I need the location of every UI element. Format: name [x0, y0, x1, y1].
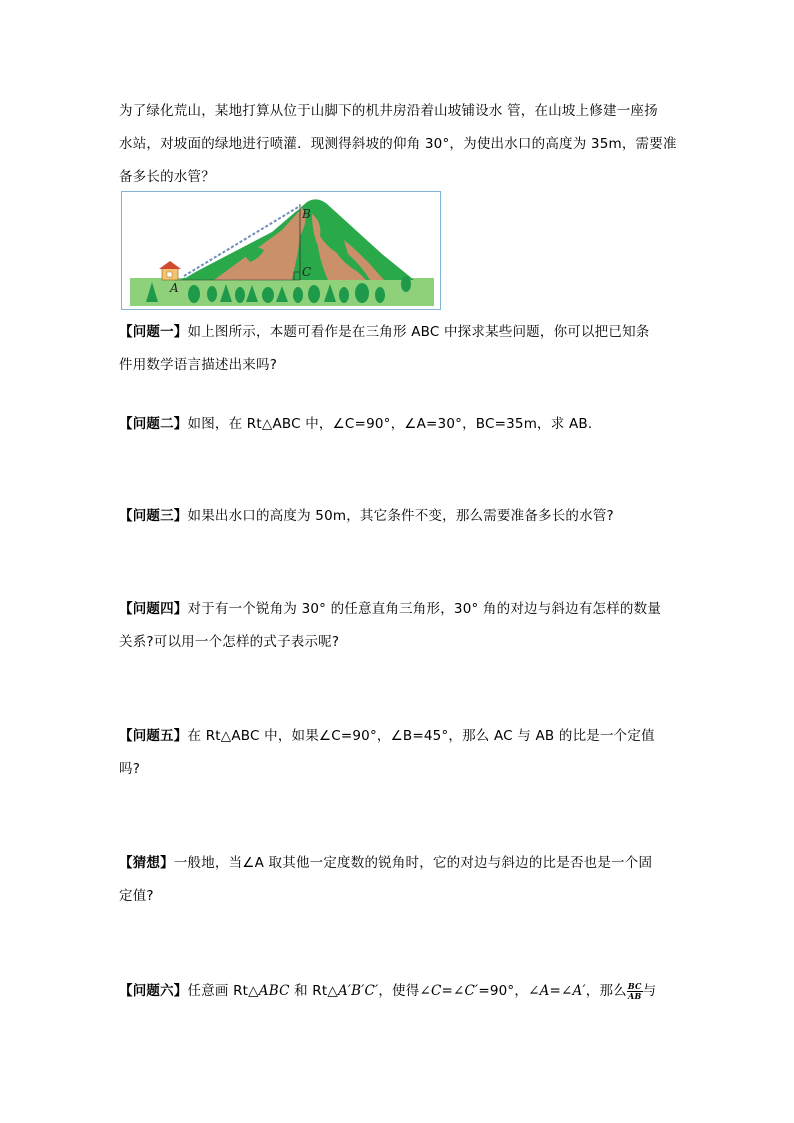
- question-3-tag: 【问题三】: [119, 508, 188, 524]
- question-4-line-1: [119, 593, 679, 626]
- question-1-text-1: 如上图所示，本题可看作是在三角形 ABC 中探求某些问题，你可以把已知条: [187, 324, 650, 340]
- fraction-denominator: AB: [628, 990, 642, 1001]
- question-3-line-1: [119, 500, 679, 533]
- fraction-numerator: BC: [627, 980, 642, 991]
- question-4-tag: 【问题四】: [119, 601, 188, 617]
- question-6-seg-4: =90°，: [478, 983, 529, 999]
- question-6-seg-5: ，那么: [585, 983, 627, 999]
- question-3: [119, 500, 679, 533]
- question-4-line-2: 关系?可以用一个怎样的式子表示呢?: [119, 634, 340, 650]
- tree: [262, 287, 274, 303]
- label-a: A: [170, 281, 179, 295]
- tree: [355, 283, 369, 303]
- mountain-figure: [121, 191, 441, 310]
- question-1-line-2: 件用数学语言描述出来吗?: [119, 357, 278, 373]
- intro-line-2: 水站，对坡面的绿地进行喷灌．现测得斜坡的仰角 30°，为使出水口的高度为 35m，需要准: [119, 136, 677, 152]
- triangle-abc: △ABC: [248, 983, 290, 999]
- pump-house-window: [167, 272, 172, 277]
- tree: [235, 287, 245, 303]
- guess-text-1: 一般地，当∠A 取其他一定度数的锐角时，它的对边与斜边的比是否也是一个固: [173, 855, 653, 871]
- label-b: B: [302, 207, 311, 221]
- guess-line-2: 定值?: [119, 888, 154, 904]
- question-3-text: 如果出水口的高度为 50m，其它条件不变，那么需要准备多长的水管?: [187, 508, 614, 524]
- tree: [293, 287, 303, 303]
- tree: [401, 276, 411, 292]
- question-5: [119, 720, 679, 786]
- question-6-seg-1: 任意画 Rt: [187, 983, 249, 999]
- tree: [188, 285, 200, 303]
- intro-paragraph: [119, 95, 679, 194]
- question-6-seg-2: 和 Rt: [289, 983, 328, 999]
- question-5-line-1: [119, 720, 679, 753]
- question-2-text: 如图，在 Rt△ABC 中，∠C=90°，∠A=30°，BC=35m，求 AB.: [187, 416, 593, 432]
- pump-house-roof: [159, 261, 181, 269]
- question-2: [119, 408, 679, 441]
- condition-angle-c: ∠C=∠C′: [419, 983, 479, 999]
- question-6-line-1: [119, 975, 679, 1008]
- question-2-line-1: [119, 408, 679, 441]
- question-6-seg-6: 与: [642, 983, 657, 999]
- question-1-tag: 【问题一】: [119, 324, 188, 340]
- question-5-line-2: 吗?: [119, 761, 141, 777]
- tree: [339, 287, 349, 303]
- guess-section: [119, 847, 679, 913]
- fraction-bc-ab: [627, 982, 643, 1001]
- tree: [308, 285, 320, 303]
- tree: [375, 287, 385, 303]
- intro-line-3: 备多长的水管？: [119, 169, 215, 185]
- question-4: [119, 593, 679, 659]
- question-5-text-1: 在 Rt△ABC 中，如果∠C=90°，∠B=45°，那么 AC 与 AB 的比是一个定值: [187, 728, 655, 744]
- question-1: [119, 316, 679, 382]
- condition-angle-a: ∠A=∠A′: [528, 983, 586, 999]
- mountain-illustration: [122, 192, 440, 309]
- guess-tag: 【猜想】: [119, 855, 174, 871]
- label-c: C: [302, 265, 312, 279]
- question-6-seg-3: ，使得: [378, 983, 420, 999]
- question-4-text-1: 对于有一个锐角为 30° 的任意直角三角形，30° 角的对边与斜边有怎样的数量: [187, 601, 662, 617]
- question-2-tag: 【问题二】: [119, 416, 188, 432]
- triangle-a-prime: △A′B′C′: [327, 983, 379, 999]
- intro-line-1: 为了绿化荒山，某地打算从位于山脚下的机井房沿着山坡铺设水 管，在山坡上修建一座扬: [119, 103, 658, 119]
- guess-line-1: [119, 847, 679, 880]
- question-5-tag: 【问题五】: [119, 728, 188, 744]
- question-6: [119, 975, 679, 1008]
- question-6-tag: 【问题六】: [119, 983, 188, 999]
- question-1-line-1: [119, 316, 679, 349]
- tree: [207, 286, 217, 302]
